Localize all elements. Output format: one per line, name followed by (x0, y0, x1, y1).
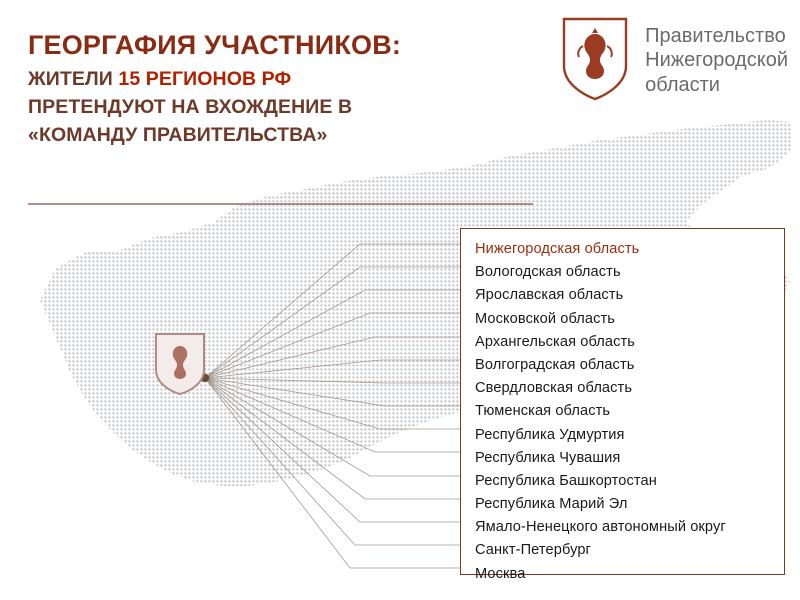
list-item: Архангельская область (475, 333, 635, 350)
logo-line-3: области (645, 73, 720, 96)
coat-of-arms-nizhny-novgorod-icon (559, 16, 631, 102)
title-divider (28, 203, 533, 205)
logo-line-1: Правительство (645, 25, 786, 47)
list-item: Нижегородская область (475, 241, 640, 257)
subtitle-highlight-regions: 15 РЕГИОНОВ РФ (118, 68, 292, 91)
subtitle-line-2: ПРЕТЕНДУЮТ НА ВХОЖДЕНИЕ В (28, 95, 353, 118)
coat-of-arms-marker-icon (152, 330, 208, 396)
list-item: Тюменская область (475, 403, 611, 420)
list-item: Санкт-Петербург (475, 542, 591, 559)
header (0, 0, 800, 215)
list-item: Республика Чувашия (475, 449, 621, 466)
title-block (28, 30, 548, 149)
list-item: Московской область (475, 310, 615, 327)
list-item: Свердловская область (475, 380, 633, 397)
list-item: Вологодская область (475, 264, 621, 281)
page-title: ГЕОРГАФИЯ УЧАСТНИКОВ: (28, 30, 402, 60)
list-item: Волгоградская область (475, 356, 635, 373)
list-item: Москва (475, 565, 526, 582)
government-logo (559, 16, 788, 102)
list-item: Республика Удмуртия (475, 426, 625, 443)
list-item: Ямало-Ненецкого автономный округ (475, 519, 726, 536)
region-list-panel (460, 228, 785, 582)
subtitle-text-жители: ЖИТЕЛИ (28, 68, 119, 91)
subtitle-line-1 (28, 66, 548, 94)
subtitle-line-3: «КОМАНДУ ПРАВИТЕЛЬСТВА» (28, 123, 328, 146)
logo-line-2: Нижегородской (645, 49, 788, 72)
list-item: Ярославская область (475, 287, 624, 304)
list-item: Республика Башкортостан (475, 472, 657, 489)
list-item: Республика Марий Эл (475, 496, 628, 513)
logo-text (645, 16, 788, 97)
